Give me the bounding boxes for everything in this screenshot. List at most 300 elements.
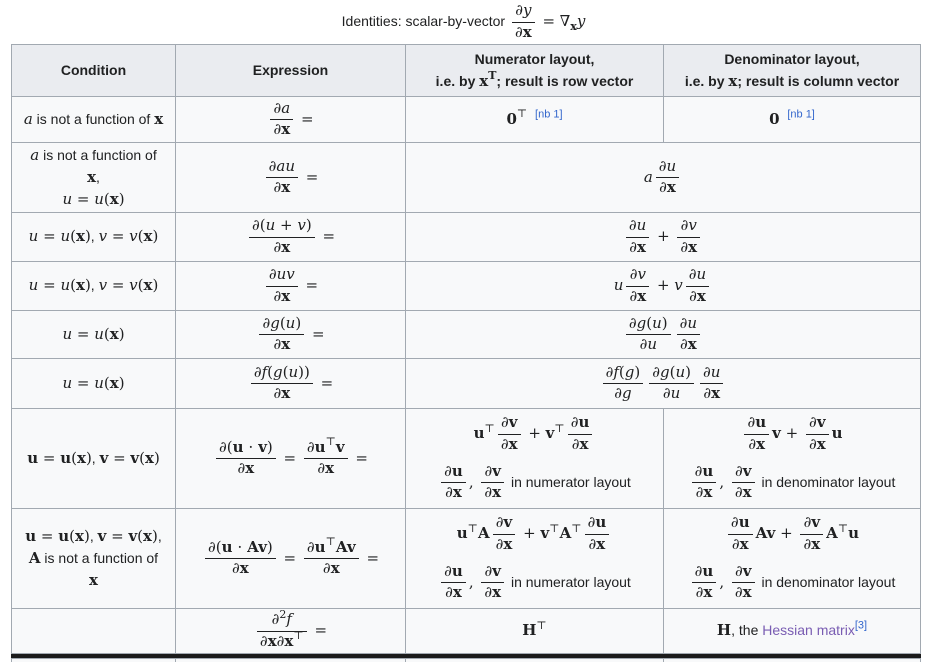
fraction xyxy=(603,364,644,404)
fraction-denominator xyxy=(649,383,694,403)
fraction-denominator xyxy=(806,434,829,454)
expression-cell xyxy=(176,359,406,409)
math-token: ∂ xyxy=(500,413,509,432)
math-token: A xyxy=(559,524,572,543)
math-token: = xyxy=(107,276,130,294)
expression-cell xyxy=(176,262,406,311)
math-token: u xyxy=(738,513,750,532)
fraction xyxy=(585,514,610,554)
math-token: x xyxy=(508,434,518,453)
math-token: ∂u xyxy=(662,384,681,402)
math-token: is not a function of xyxy=(32,110,155,127)
fraction-numerator xyxy=(493,514,516,533)
math-token: ∂ xyxy=(484,462,493,480)
expression-cell xyxy=(176,143,406,213)
math-token: ⋅ xyxy=(243,437,259,456)
math-token: ⊤ xyxy=(571,522,582,536)
math-token: ) xyxy=(151,526,158,545)
condition-cell xyxy=(12,359,176,409)
fraction-denominator xyxy=(205,558,276,578)
condition-cell xyxy=(12,509,176,609)
fraction-numerator xyxy=(806,414,829,433)
fraction-denominator xyxy=(626,237,649,257)
fraction xyxy=(744,414,769,454)
math-token: v xyxy=(772,424,781,443)
math-token: u xyxy=(473,424,485,443)
superscript xyxy=(549,523,559,535)
math-token: = xyxy=(278,548,301,567)
fraction-numerator xyxy=(257,608,307,630)
math-token: ( xyxy=(282,362,289,381)
fraction xyxy=(259,315,304,355)
math-token: ∂g xyxy=(614,384,632,402)
superscript xyxy=(855,620,867,632)
fraction xyxy=(205,539,276,579)
math-line xyxy=(182,608,399,651)
math-token: ) xyxy=(84,276,91,294)
superscript xyxy=(326,536,336,548)
merged-layout-cell xyxy=(406,359,921,409)
math-line xyxy=(412,618,657,641)
math-token: ∂ xyxy=(680,335,688,353)
fraction-numerator xyxy=(585,514,610,533)
math-token: u xyxy=(702,562,714,580)
math-line xyxy=(18,527,169,547)
math-token: ( xyxy=(669,362,676,381)
math-token: ⊤ xyxy=(325,535,336,549)
math-token: ∂ xyxy=(734,583,743,602)
math-line xyxy=(670,414,914,454)
identities-table xyxy=(11,44,921,662)
math-token: u xyxy=(62,189,73,208)
math-token: = xyxy=(38,276,61,294)
expression-cell xyxy=(176,409,406,509)
fraction-numerator xyxy=(656,158,679,177)
fraction-denominator xyxy=(498,434,521,454)
superscript xyxy=(535,108,563,120)
math-token: ∂ xyxy=(445,483,453,502)
merged-layout-cell xyxy=(406,262,921,311)
math-token: + xyxy=(780,424,803,443)
fraction-numerator xyxy=(692,463,717,482)
fraction xyxy=(441,463,466,503)
fraction xyxy=(512,2,535,42)
math-token: x xyxy=(330,559,340,577)
math-token: ∂ xyxy=(271,610,280,629)
condition-cell xyxy=(12,311,176,359)
link[interactable]: [nb 1] xyxy=(535,108,563,121)
math-token: v xyxy=(492,462,501,480)
math-token: x xyxy=(579,434,589,453)
math-token: u xyxy=(831,424,843,443)
row-constant xyxy=(12,97,921,143)
math-token: x xyxy=(281,286,291,305)
math-line xyxy=(670,110,914,130)
math-token: x xyxy=(811,534,821,553)
fraction xyxy=(656,158,679,198)
math-token: = xyxy=(307,324,325,343)
math-token: a xyxy=(30,145,40,164)
math-token: ⊤ xyxy=(516,107,528,121)
fraction xyxy=(626,217,649,257)
fraction-numerator xyxy=(744,414,769,433)
superscript xyxy=(787,108,815,120)
fraction xyxy=(677,315,700,355)
link[interactable]: Hessian matrix xyxy=(762,622,855,638)
math-token: ∂ xyxy=(659,178,667,196)
math-token: u xyxy=(28,276,39,294)
fraction-denominator xyxy=(732,582,755,602)
math-line xyxy=(18,449,169,469)
expression-cell xyxy=(176,509,406,609)
fraction-numerator xyxy=(304,535,359,558)
math-token: ∂ xyxy=(689,286,697,305)
math-token: x xyxy=(109,324,119,343)
math-token: x xyxy=(75,526,84,545)
math-token: ∂ xyxy=(571,434,580,453)
fraction-denominator xyxy=(686,286,709,306)
math-token: ( xyxy=(618,362,625,381)
math-token: x xyxy=(281,384,291,402)
math-token: 0 xyxy=(769,109,780,128)
math-line xyxy=(670,514,914,554)
fraction-numerator xyxy=(304,435,348,458)
fraction-numerator xyxy=(677,217,700,236)
fraction-denominator xyxy=(259,334,304,354)
math-token: ∂ xyxy=(306,437,315,456)
math-token: ( xyxy=(137,276,144,294)
condition-cell xyxy=(12,213,176,262)
math-token: x xyxy=(503,534,513,553)
math-token: = xyxy=(537,12,560,31)
fraction xyxy=(568,414,593,454)
math-token: x xyxy=(742,583,752,602)
math-token: x xyxy=(245,459,255,477)
math-token: ∂ xyxy=(748,434,757,453)
fraction-denominator xyxy=(266,286,298,306)
math-token: ∂ xyxy=(588,534,597,553)
link[interactable]: [nb 1] xyxy=(787,108,815,121)
math-token: ∂ xyxy=(570,413,579,432)
math-token: H xyxy=(522,621,537,639)
fraction-denominator xyxy=(568,434,593,454)
math-token: = xyxy=(72,373,95,392)
math-token: ∂ xyxy=(306,537,315,556)
math-token: x xyxy=(703,583,713,602)
fraction-denominator xyxy=(270,119,293,139)
math-line xyxy=(342,2,586,42)
fraction-numerator xyxy=(732,463,755,482)
math-token: ∂g xyxy=(628,313,647,332)
fraction-denominator xyxy=(493,534,516,554)
math-token: ∂ xyxy=(803,534,812,553)
math-token: g xyxy=(624,362,635,381)
math-token: is not a function of xyxy=(40,549,159,566)
math-token: ) xyxy=(266,537,273,556)
math-token: ( xyxy=(103,189,110,208)
math-token: v xyxy=(99,448,109,467)
math-token: ∂g xyxy=(262,313,280,332)
math-token: , xyxy=(91,449,100,466)
math-token: , xyxy=(89,527,98,544)
superscript xyxy=(326,436,336,448)
row-product-rule xyxy=(12,262,921,311)
fraction-denominator xyxy=(481,482,504,502)
math-token: ∂ xyxy=(680,237,689,256)
math-line xyxy=(182,217,399,257)
math-line xyxy=(412,266,914,306)
math-token: f xyxy=(286,610,292,629)
math-token: ∂au xyxy=(268,156,296,175)
math-token: u xyxy=(848,524,860,543)
math-token: = xyxy=(72,324,95,343)
math-token: + xyxy=(275,216,298,235)
math-token: ) xyxy=(685,362,691,381)
fraction xyxy=(692,563,717,603)
math-token: u xyxy=(578,413,590,432)
math-token: ( xyxy=(259,216,266,235)
math-token: x xyxy=(739,534,749,553)
math-token: x xyxy=(143,227,153,245)
next-section-sliver-row xyxy=(12,659,921,662)
math-token: x xyxy=(452,583,462,602)
math-token: = xyxy=(301,167,319,186)
math-token: x xyxy=(143,276,153,294)
math-token: x xyxy=(281,237,291,256)
condition-cell xyxy=(12,409,176,509)
math-token: ∂ xyxy=(273,335,282,353)
math-token: ∂ xyxy=(694,462,703,480)
math-token: Av xyxy=(755,524,776,543)
math-token: is not a function of xyxy=(39,146,157,163)
fraction xyxy=(498,414,521,454)
fraction xyxy=(441,563,466,603)
merged-layout-cell xyxy=(406,213,921,262)
fraction xyxy=(266,158,298,198)
fraction-numerator xyxy=(800,514,823,533)
empty-cell xyxy=(176,659,406,662)
math-token: x xyxy=(666,178,676,196)
math-token: v xyxy=(129,227,138,245)
math-token: ) xyxy=(83,526,90,545)
math-token: v xyxy=(98,276,108,294)
math-token: ( xyxy=(215,537,222,556)
math-token: ∂ xyxy=(808,434,817,453)
condition-cell xyxy=(12,143,176,213)
math-token: ) xyxy=(118,189,125,208)
math-token: ∂f xyxy=(253,362,268,381)
math-token: x xyxy=(239,559,249,577)
math-token: Av xyxy=(335,537,356,556)
math-token: u xyxy=(702,462,714,480)
math-token: ; result is row vector xyxy=(496,72,634,89)
fraction-numerator xyxy=(266,158,298,177)
math-token: A xyxy=(478,524,490,543)
math-token: i.e. by xyxy=(435,72,480,89)
math-token: = xyxy=(107,227,130,245)
fraction-denominator xyxy=(656,177,679,197)
fraction xyxy=(686,266,709,306)
fraction-denominator xyxy=(304,458,348,478)
math-token: ∂ xyxy=(629,286,638,305)
math-line xyxy=(670,563,914,603)
fraction-numerator xyxy=(728,514,753,533)
math-token: v xyxy=(545,424,555,443)
fraction xyxy=(304,535,359,579)
math-token: ∂ xyxy=(695,483,704,502)
math-token: ) xyxy=(305,216,312,235)
math-token: ) xyxy=(153,448,160,467)
math-token: ∂ xyxy=(444,562,452,580)
fraction-numerator xyxy=(205,539,276,558)
math-token: ( xyxy=(279,313,286,332)
math-token: x xyxy=(742,483,752,502)
fraction-denominator xyxy=(732,482,755,502)
superscript xyxy=(517,108,527,120)
row-dot-product xyxy=(12,409,921,509)
math-token: x xyxy=(492,483,502,502)
math-token: u xyxy=(27,448,39,467)
fraction-numerator xyxy=(700,364,723,383)
math-line xyxy=(182,315,399,355)
fraction-denominator xyxy=(441,482,466,502)
math-token: ; result is column vector xyxy=(737,72,900,89)
numerator-layout-cell xyxy=(406,97,664,143)
fraction xyxy=(257,608,307,651)
math-token: ) xyxy=(85,448,92,467)
math-token: ∂u xyxy=(702,362,721,381)
math-token: , xyxy=(719,573,729,592)
math-line xyxy=(182,535,399,579)
col-header-condition xyxy=(12,45,176,97)
fraction-denominator xyxy=(441,582,466,602)
math-token: v xyxy=(540,524,550,543)
math-token: u xyxy=(314,537,326,556)
math-token: v xyxy=(503,513,513,532)
fraction-numerator xyxy=(626,217,649,236)
fraction-numerator xyxy=(441,463,466,482)
math-token: ∂a xyxy=(273,98,291,117)
math-token: v xyxy=(258,437,267,456)
fraction-numerator xyxy=(626,266,649,285)
math-line xyxy=(412,217,914,257)
math-token: ( xyxy=(69,526,76,545)
math-token: x xyxy=(144,448,154,467)
fraction-numerator xyxy=(568,414,593,433)
math-token: x xyxy=(570,20,577,34)
math-token: Denominator layout, xyxy=(724,50,860,67)
math-token: ( xyxy=(226,437,233,456)
math-token: = xyxy=(315,373,334,392)
math-token: x xyxy=(281,178,291,196)
math-token: ∂ xyxy=(322,559,331,577)
row-hessian xyxy=(12,609,921,654)
math-token: i.e. by xyxy=(684,72,729,89)
math-line xyxy=(182,158,399,198)
math-token: u xyxy=(58,526,70,545)
row-bilinear-form xyxy=(12,509,921,609)
math-token: u xyxy=(595,513,607,532)
math-token: u xyxy=(62,373,73,392)
math-token: ⊤ xyxy=(536,618,547,632)
math-token: ∂ xyxy=(731,534,740,553)
link[interactable]: [3] xyxy=(854,619,868,632)
math-line xyxy=(412,158,914,198)
fraction-denominator xyxy=(677,237,700,257)
math-line xyxy=(18,549,169,569)
math-token: x xyxy=(281,120,291,138)
math-token: in denominator layout xyxy=(757,474,896,491)
math-token: ( xyxy=(103,373,110,392)
empty-cell xyxy=(664,659,921,662)
math-token: u xyxy=(221,537,233,556)
math-token: = xyxy=(38,227,61,245)
fraction-denominator xyxy=(744,434,769,454)
condition-cell xyxy=(12,97,176,143)
row-sum-rule xyxy=(12,213,921,262)
math-token: = xyxy=(350,448,368,467)
math-line xyxy=(412,514,657,554)
expression-cell xyxy=(176,609,406,654)
superscript xyxy=(838,523,848,535)
fraction-denominator xyxy=(677,334,700,354)
fraction xyxy=(249,217,315,257)
math-token: x xyxy=(637,286,647,305)
math-token: u xyxy=(755,413,767,432)
fraction-numerator xyxy=(249,217,315,236)
math-token: ∂ xyxy=(484,562,493,580)
fraction-denominator xyxy=(603,383,644,403)
math-line xyxy=(412,69,657,92)
math-token: + xyxy=(518,524,541,543)
math-token: y xyxy=(576,12,586,31)
math-line xyxy=(18,190,169,210)
condition-cell xyxy=(12,262,176,311)
math-token: u xyxy=(451,562,463,580)
math-token: ∂ xyxy=(803,513,812,532)
math-token: , xyxy=(468,573,479,592)
merged-layout-cell xyxy=(406,143,921,213)
math-token: u xyxy=(60,227,71,245)
math-token: u xyxy=(60,276,71,294)
math-token: ∂ xyxy=(500,434,509,453)
math-token: ∂u xyxy=(688,265,707,284)
math-token: ∂ xyxy=(273,286,282,305)
fraction-denominator xyxy=(626,286,649,306)
math-token: + xyxy=(652,276,675,295)
fraction-denominator xyxy=(800,534,823,554)
superscript xyxy=(468,523,478,535)
math-token: ) xyxy=(661,313,668,332)
math-token: ∂ xyxy=(629,237,637,256)
fraction-numerator xyxy=(626,315,671,334)
math-token: + xyxy=(775,524,798,543)
math-token: , xyxy=(468,473,479,492)
math-token xyxy=(527,111,535,127)
math-token: ∂ xyxy=(219,437,227,456)
math-token: ) xyxy=(84,227,91,245)
fraction-numerator xyxy=(259,315,304,334)
math-token: v xyxy=(742,462,752,480)
math-token: u xyxy=(314,437,326,456)
fraction-numerator xyxy=(441,563,466,582)
math-token: ⊤ xyxy=(549,522,560,536)
fraction-numerator xyxy=(686,266,709,285)
math-token: T xyxy=(488,69,497,83)
fraction-denominator xyxy=(251,383,313,403)
math-token: ) xyxy=(118,373,125,392)
fraction xyxy=(266,266,298,306)
